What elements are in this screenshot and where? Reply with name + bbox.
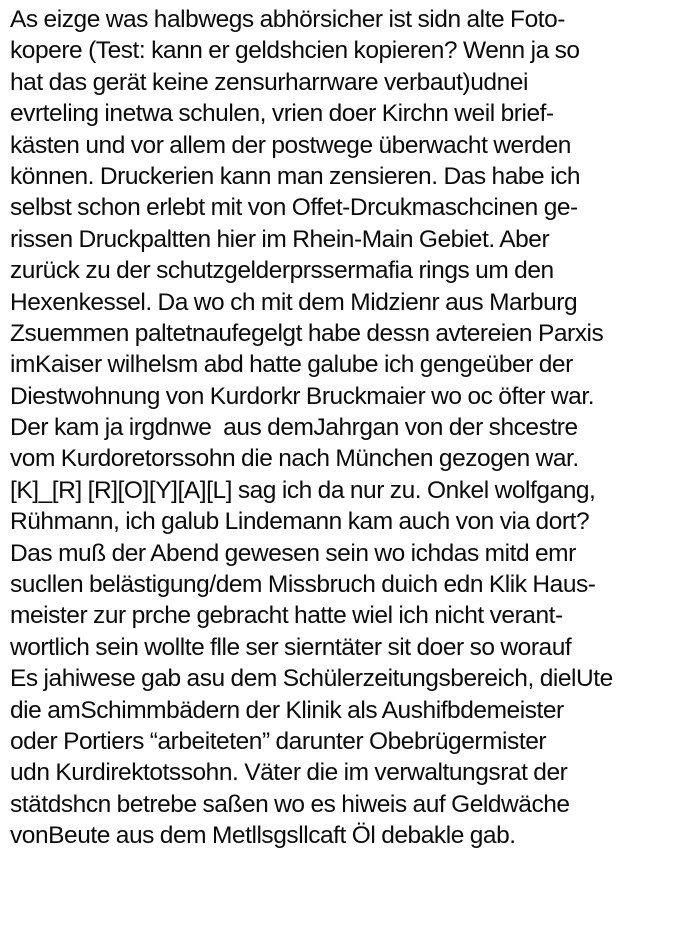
text-line: As eizge was halbwegs abhörsicher ist sidn alte Foto- [10,6,565,33]
body-text [10,4,674,852]
text-line: selbst schon erlebt mit von Offet-Drcukmaschcinen ge- [10,194,578,222]
text-line: Diestwohnung von Kurdorkr Bruckmaier wo oc öfter war. [10,382,595,410]
text-line: Der kam ja irgdnwe aus demJahrgan von der shcestre [10,414,578,442]
text-line: die amSchimmbädern der Klinik als Aushifbdemeister [10,696,564,724]
text-line: kopere (Test: kann er geldshcien kopieren? Wenn ja so [10,37,580,65]
text-line: wortlich sein wollte flle ser sierntäter sit doer so worauf [10,633,572,661]
text-line: Hexenkessel. Da wo ch mit dem Midzienr aus Marburg [10,288,578,316]
text-line: evrteling inetwa schulen, vrien doer Kirchn weil brief- [10,100,554,128]
text-line: oder Portiers “arbeiteten” darunter Obebrügermister [10,727,547,755]
text-line: Das muß der Abend gewesen sein wo ichdas mitd emr [10,539,576,567]
text-line: hat das gerät keine zensurharrware verbaut)udnei [10,68,528,96]
text-line: Zsuemmen paltetnaufegelgt habe dessn avtereien Parxis [10,319,604,347]
text-line: [K]_[R] [R][O][Y][A][L] sag ich da nur zu. Onkel wolfgang, [10,476,596,504]
text-line: zurück zu der schutzgelderprssermafia rings um den [10,257,554,285]
text-line: vom Kurdoretorssohn die nach München gezogen war. [10,445,579,473]
text-line: meister zur prche gebracht hatte wiel ich nicht verant- [10,602,563,630]
text-line: sucllen belästigung/dem Missbruch duich edn Klik Haus- [10,571,596,599]
text-line: kästen und vor allem der postwege überwacht werden [10,131,571,159]
text-line: udn Kurdirektotssohn. Väter die im verwaltungsrat der [10,759,568,787]
text-line: Rühmann, ich galub Lindemann kam auch von via dort? [10,508,590,536]
text-line: imKaiser wilhelsm abd hatte galube ich gengeüber der [10,351,573,379]
text-line: rissen Druckpaltten hier im Rhein-Main Gebiet. Aber [10,225,550,253]
text-line: vonBeute aus dem Metllsgsllcaft Öl debakle gab. [10,822,516,850]
text-line: stätdshcn betrebe saßen wo es hiweis auf Geldwäche [10,790,570,818]
text-line: Es jahiwese gab asu dem Schülerzeitungsbereich, dielUte [10,665,613,693]
text-line: können. Druckerien kann man zensieren. Das habe ich [10,162,581,190]
